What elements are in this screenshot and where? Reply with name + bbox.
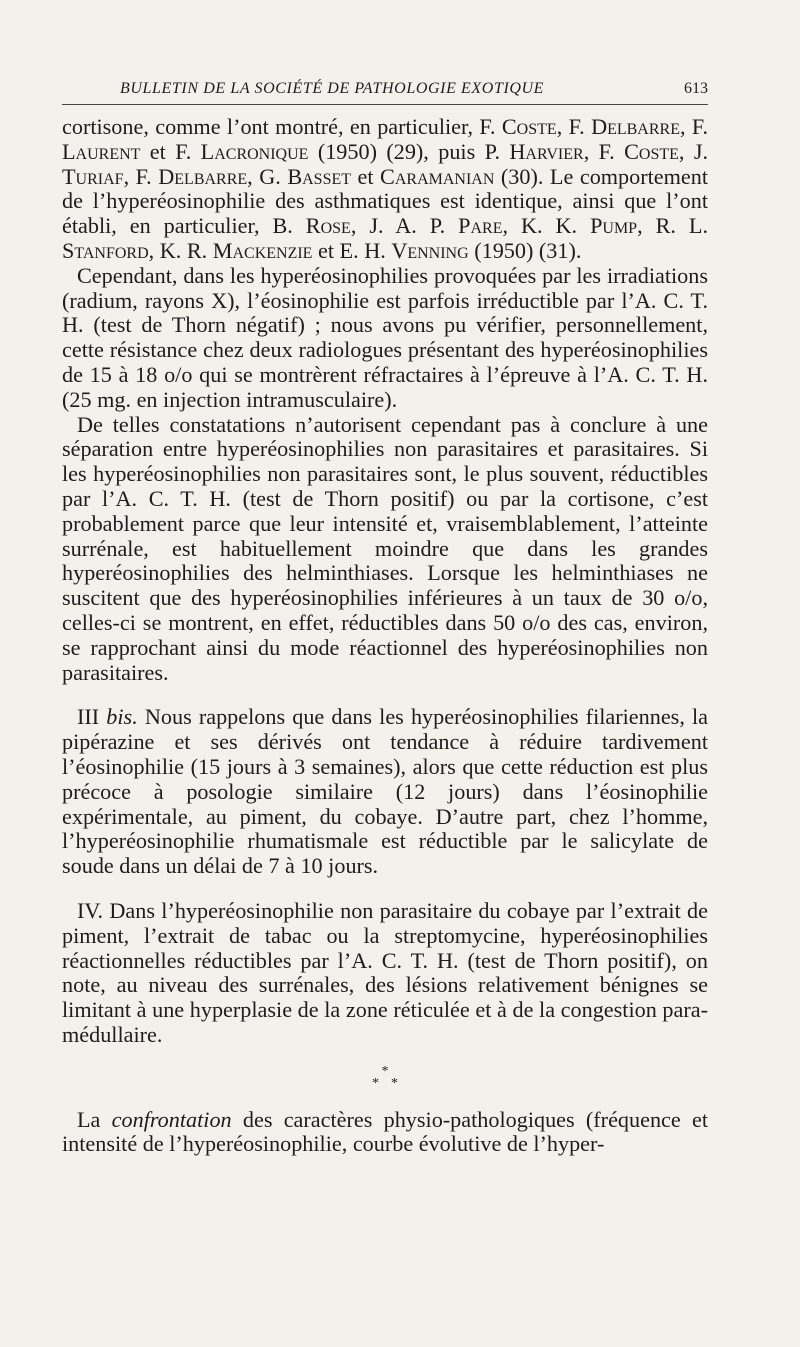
- page-number: 613: [684, 80, 708, 97]
- text-body: [62, 115, 708, 1157]
- page: [62, 76, 708, 1157]
- section-label: III: [77, 704, 107, 730]
- section-label-italic: bis.: [106, 704, 138, 730]
- paragraph-3-bis: III bis. Nous rappelons que dans les hyperéosinophilies filariennes, la pipérazine et ses dérivés ont tendance à réduire tardivement l’éosinophilie (15 jours à 3 semaines), alors que cette réduction est plus précoce à posologie similaire (12 jours) dans l’éosinophilie expérimentale, au piment, du cobaye. D’autre part, chez l’homme, l’hyperéosinophilie rhumatismale est réductible par le salicylate de soude dans un délai de 7 à 10 jours.: [62, 704, 708, 879]
- running-title: BULLETIN DE LA SOCIÉTÉ DE PATHOLOGIE EXOTIQUE: [120, 80, 545, 97]
- paragraph-4: IV. Dans l’hyperéosinophilie non parasitaire du cobaye par l’extrait de piment, l’extrait de tabac ou la streptomycine, hyperéosinophilies réactionnelles réductibles par l’A. C. T. H. (test de Thorn positif), on note, au niveau des surrénales, des lésions relativement bénignes se limitant à une hyperplasie de la zone réticulée et à de la congestion para-médullaire.: [62, 897, 708, 1047]
- asterism-separator: [62, 1063, 708, 1091]
- section-label: IV.: [77, 897, 104, 923]
- paragraph-5: La confrontation des caractères physio-pathologiques (fréquence et intensité de l’hyperéosinophilie, courbe évolutive de l’hyper-: [62, 1106, 708, 1157]
- running-header: [62, 76, 708, 105]
- paragraph-1: cortisone, comme l’ont montré, en particulier, F. Coste, F. Delbarre, F. Laurent et F. Lacronique (1950) (29), puis P. Harvier, F. Coste, J. Turiaf, F. Delbarre, G. Basset et Caramanian (30). Le comportement de l’hyperéosinophilie des asthmatiques est identique, ainsi que l’ont établi, en particulier, B. Rose, J. A. P. Pare, K. K. Pump, R. L. Stanford, K. R. Mackenzie et E. H. Venning (1950) (31).: [62, 114, 709, 263]
- paragraph-3: De telles constatations n’autorisent cependant pas à conclure à une séparation entre hyperéosinophilies non parasitaires et parasitaires. Si les hyperéosinophilies non parasitaires sont, le plus souvent, réductibles par l’A. C. T. H. (test de Thorn positif) ou par la cortisone, c’est probablement parce que leur intensité et, vraisemblablement, l’atteinte surrénale, est habituellement moindre que dans les grandes hyperéosinophilies des helminthiases. Lorsque les helminthiases ne suscitent que des hyperéosinophilies inférieures à un taux de 30 o/o, celles-ci se montrent, en effet, réductibles dans 50 o/o des cas, environ, se rapprochant ainsi du mode réactionnel des hyperéosinophilies non parasitaires.: [62, 411, 708, 685]
- asterism-star: *: [381, 1063, 389, 1079]
- asterism-star: *: [372, 1075, 379, 1091]
- asterism-star: *: [391, 1075, 398, 1091]
- paragraph-2: Cependant, dans les hyperéosinophilies provoquées par les irradiations (radium, rayons X), l’éosinophilie est parfois irréductible par l’A. C. T. H. (test de Thorn négatif) ; nous avons pu vérifier, personnellement, cette résistance chez deux radiologues présentant des hyperéosinophilies de 15 à 18 o/o qui se montrèrent réfractaires à l’épreuve à l’A. C. T. H. (25 mg. en injection intramusculaire).: [62, 262, 708, 412]
